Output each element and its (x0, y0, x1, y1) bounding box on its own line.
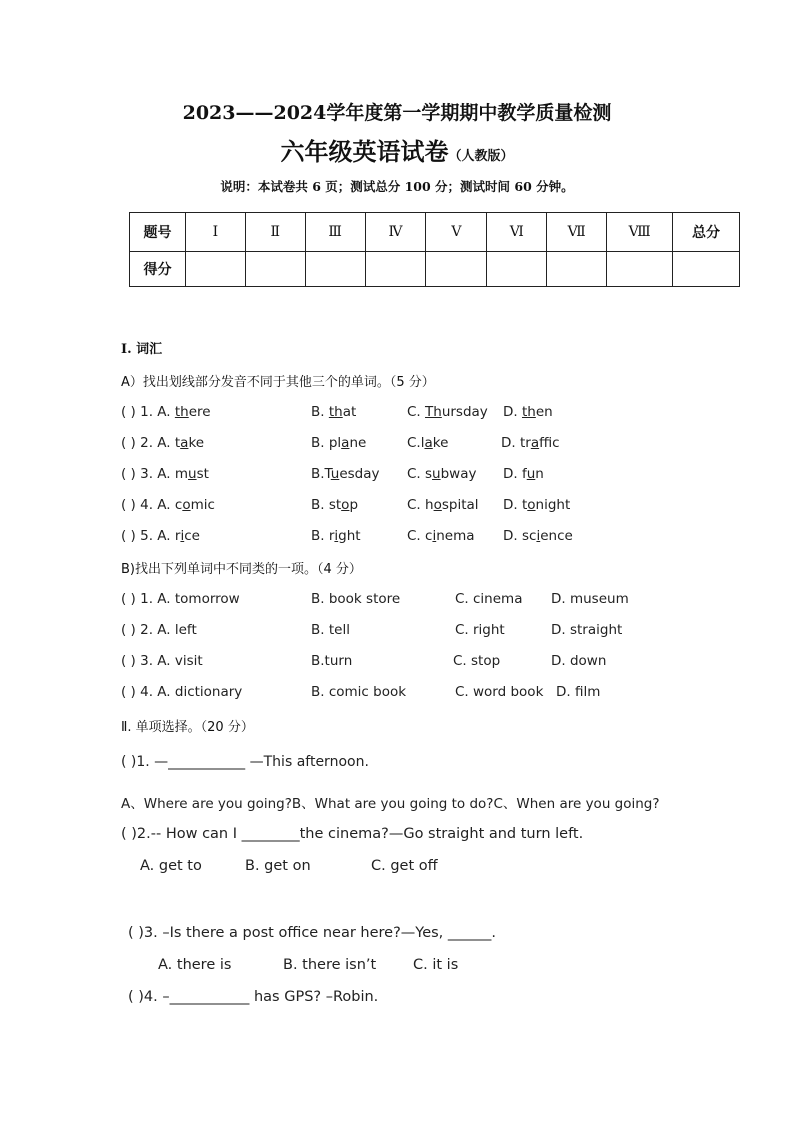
exam-note: 说明：本试卷共 6 页；测试总分 100 分；测试时间 60 分钟。 (220, 179, 574, 194)
score-blank-cell[interactable] (305, 252, 365, 287)
partA-q3-option-a: ( ) 3. A. must (121, 466, 209, 482)
score-cell-section: Ⅱ (245, 213, 305, 252)
partB-q1-option-c: C. cinema (455, 591, 523, 607)
partB-q3-option-d: D. down (551, 653, 607, 669)
score-cell-section: Ⅲ (305, 213, 365, 252)
section1-title: Ⅰ. 词汇 (121, 342, 163, 357)
section2-title: Ⅱ. 单项选择。（20 分） (121, 720, 254, 735)
section2-q2-option-b: B. get on (245, 858, 311, 874)
partA-q4-option-a: ( ) 4. A. comic (121, 497, 215, 513)
partB-q3-option-b: B.turn (311, 653, 353, 669)
partB-q4-option-b: B. comic book (311, 684, 407, 700)
score-blank-cell[interactable] (245, 252, 305, 287)
score-header-row (130, 213, 740, 252)
section2-q2-option-c: C. get off (371, 858, 438, 874)
score-row-label: 得分 (130, 252, 186, 287)
section2-q2-option-a: A. get to (140, 858, 202, 874)
score-blank-cell[interactable] (673, 252, 740, 287)
partA-q2-option-c: C.lake (407, 435, 449, 451)
partA-q5-option-c: C. cinema (407, 528, 475, 544)
score-blank-cell[interactable] (547, 252, 607, 287)
partB-q4-option-c: C. word book (455, 684, 544, 700)
partA-q3-option-b: B.Tuesday (311, 466, 380, 482)
partA-q2-option-b: B. plane (311, 435, 367, 451)
partB-q2-option-c: C. right (455, 622, 505, 638)
score-cell-section: Ⅰ (185, 213, 245, 252)
score-table (129, 212, 740, 287)
partA-q5-option-b: B. right (311, 528, 361, 544)
partB-q1-option-b: B. book store (311, 591, 401, 607)
partA-q5-option-a: ( ) 5. A. rice (121, 528, 200, 544)
partA-q1-option-a: ( ) 1. A. there (121, 404, 211, 420)
paper-subtitle (0, 132, 794, 167)
score-cell-section: Ⅷ (607, 213, 673, 252)
score-blank-cell[interactable] (487, 252, 547, 287)
score-value-row (130, 252, 740, 287)
partB-q2-option-a: ( ) 2. A. left (121, 622, 197, 638)
score-cell-section: Ⅳ (365, 213, 426, 252)
partA-q3-option-d: D. fun (503, 466, 544, 482)
partB-q1-option-a: ( ) 1. A. tomorrow (121, 591, 240, 607)
partB-q4-option-a: ( ) 4. A. dictionary (121, 684, 243, 700)
score-cell-section: Ⅶ (547, 213, 607, 252)
partB-q2-option-b: B. tell (311, 622, 350, 638)
partB-q3-option-c: C. stop (453, 653, 501, 669)
exam-title: 2023——2024学年度第一学期期中教学质量检测 (182, 102, 612, 124)
partA-q1-option-c: C. Thursday (407, 404, 488, 420)
partA-q4-option-b: B. stop (311, 497, 359, 513)
edition-text: （人教版） (448, 149, 514, 164)
section2-q3-option-b: B. there isn’t (283, 957, 377, 973)
score-blank-cell[interactable] (607, 252, 673, 287)
section2-q3-option-a: A. there is (158, 957, 232, 973)
score-cell-label: 题号 (130, 213, 186, 252)
partA-q4-option-c: C. hospital (407, 497, 479, 513)
partB-q3-option-a: ( ) 3. A. visit (121, 653, 203, 669)
partA-q1-option-b: B. that (311, 404, 357, 420)
score-cell-total: 总分 (673, 213, 740, 252)
partA-q2-option-a: ( ) 2. A. take (121, 435, 205, 451)
partA-q5-option-d: D. science (503, 528, 573, 544)
partA-q2-option-d: D. traffic (501, 435, 560, 451)
section2-q3-stem: ( )3. –Is there a post office near here?—Yes, ______. (128, 925, 497, 941)
section2-q1-options: A、Where are you going?B、What are you going to do?C、When are you going? (121, 796, 660, 812)
score-cell-section: Ⅵ (487, 213, 547, 252)
section2-q4-stem: ( )4. –___________ has GPS? –Robin. (128, 989, 379, 1005)
score-blank-cell[interactable] (365, 252, 426, 287)
section1-partB-instruction: B)找出下列单词中不同类的一项。（4 分） (121, 562, 362, 577)
subtitle-text: 六年级英语试卷 (280, 137, 449, 166)
section2-q3-option-c: C. it is (413, 957, 459, 973)
section1-partA-instruction: A）找出划线部分发音不同于其他三个的单词。（5 分） (121, 375, 435, 390)
partB-q2-option-d: D. straight (551, 622, 623, 638)
section2-q2-stem: ( )2.-- How can I ________the cinema?—Go straight and turn left. (121, 826, 584, 842)
partB-q1-option-d: D. museum (551, 591, 629, 607)
partB-q4-option-d: D. film (556, 684, 601, 700)
partA-q1-option-d: D. then (503, 404, 553, 420)
partA-q3-option-c: C. subway (407, 466, 477, 482)
partA-q4-option-d: D. tonight (503, 497, 571, 513)
section2-q1-stem: ( )1. —___________ —This afternoon. (121, 754, 369, 770)
score-blank-cell[interactable] (426, 252, 487, 287)
score-cell-section: Ⅴ (426, 213, 487, 252)
score-blank-cell[interactable] (185, 252, 245, 287)
